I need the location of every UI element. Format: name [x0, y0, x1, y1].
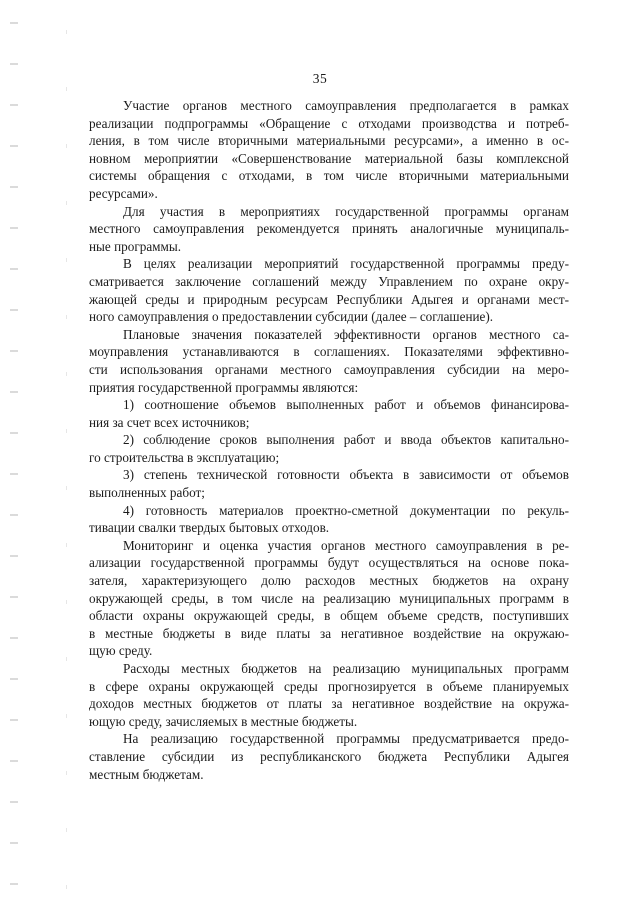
text-line: доходов местных бюджетов от платы за негативное воздействие на окружа-: [89, 696, 569, 712]
paragraph: [89, 502, 569, 537]
text-line: реализации подпрограммы «Обращение с отходами производства и потреб-: [89, 115, 569, 131]
text-line: 1) соотношение объемов выполненных работ и объемов финансирова-: [123, 397, 569, 413]
text-line: моуправления устанавливаются в соглашениях. Показателями эффективно-: [89, 344, 569, 360]
text-line: сти использования органами местного самоуправления субсидии на меро-: [89, 361, 569, 377]
text-line: системы обращения с отходами, в том числе вторичными материальными: [89, 168, 569, 184]
text-line: ния за счет всех источников;: [89, 414, 250, 430]
text-line: Плановые значения показателей эффективности органов местного са-: [123, 326, 569, 342]
text-line: ные программы.: [89, 238, 182, 254]
scan-binding-edge: [10, 0, 18, 905]
paragraph: [89, 660, 569, 730]
paragraph: [89, 431, 569, 466]
paragraph: [89, 396, 569, 431]
paragraph: [89, 255, 569, 325]
paragraph: [89, 97, 569, 203]
text-line: новном мероприятии «Совершенствование материальной базы комплексной: [89, 150, 569, 166]
paragraph: [89, 203, 569, 256]
text-line: ресурсами».: [89, 185, 158, 201]
text-line: приятия государственной программы являются:: [89, 379, 359, 395]
text-line: ления, в том числе вторичными материальными ресурсами», а именно в ос-: [89, 133, 569, 149]
text-line: ставление субсидии из республиканского бюджета Республики Адыгея: [89, 748, 569, 764]
text-line: Участие органов местного самоуправления предполагается в рамках: [123, 98, 569, 113]
text-line: 2) соблюдение сроков выполнения работ и ввода объектов капитально-: [123, 432, 569, 448]
text-line: Мониторинг и оценка участия органов местного самоуправления в ре-: [123, 537, 569, 553]
text-line: жающей среды и природным ресурсам Республики Адыгея и органами мест-: [89, 291, 569, 307]
paragraph: [89, 326, 569, 396]
text-line: На реализацию государственной программы предусматривается предо-: [123, 731, 569, 747]
text-line: 4) готовность материалов проектно-сметной документации по рекуль-: [123, 502, 569, 518]
document-body: [89, 97, 569, 783]
paragraph: [89, 466, 569, 501]
text-line: выполненных работ;: [89, 485, 205, 501]
text-line: ализации государственной программы будут осуществляться на основе пока-: [89, 555, 569, 571]
text-line: области охраны окружающей среды, в общем объеме средств, поступивших: [89, 608, 569, 624]
text-line: Для участия в мероприятиях государственной программы органам: [123, 203, 569, 219]
text-line: местного самоуправления рекомендуется принять аналогичные муниципаль-: [89, 221, 569, 237]
scan-margin-line: [66, 0, 67, 905]
page-number: 35: [312, 71, 328, 86]
text-line: окружающей среды, в том числе на реализацию муниципальных программ в: [89, 590, 569, 606]
text-line: ющую среду, зачисляемых в местные бюджеты.: [89, 713, 358, 729]
text-line: зателя, характеризующего долю расходов местных бюджетов на охрану: [89, 573, 569, 589]
text-line: щую среду.: [89, 643, 153, 659]
text-line: в сфере охраны окружающей среды прогнозируется в объеме планируемых: [89, 678, 569, 694]
text-line: ного самоуправления о предоставлении субсидии (далее – соглашение).: [89, 309, 494, 325]
paragraph: [89, 537, 569, 660]
text-line: местным бюджетам.: [89, 766, 204, 782]
text-line: 3) степень технической готовности объекта в зависимости от объемов: [123, 467, 569, 483]
text-line: В целях реализации мероприятий государственной программы преду-: [123, 256, 569, 272]
text-line: Расходы местных бюджетов на реализацию муниципальных программ: [123, 661, 569, 676]
text-line: тивации свалки твердых бытовых отходов.: [89, 520, 330, 536]
text-line: го строительства в эксплуатацию;: [89, 449, 280, 465]
paragraph: [89, 730, 569, 783]
text-line: в местные бюджеты в виде платы за негативное воздействие на окружаю-: [89, 625, 569, 641]
text-line: сматривается заключение соглашений между Управлением по охране окру-: [89, 273, 569, 289]
